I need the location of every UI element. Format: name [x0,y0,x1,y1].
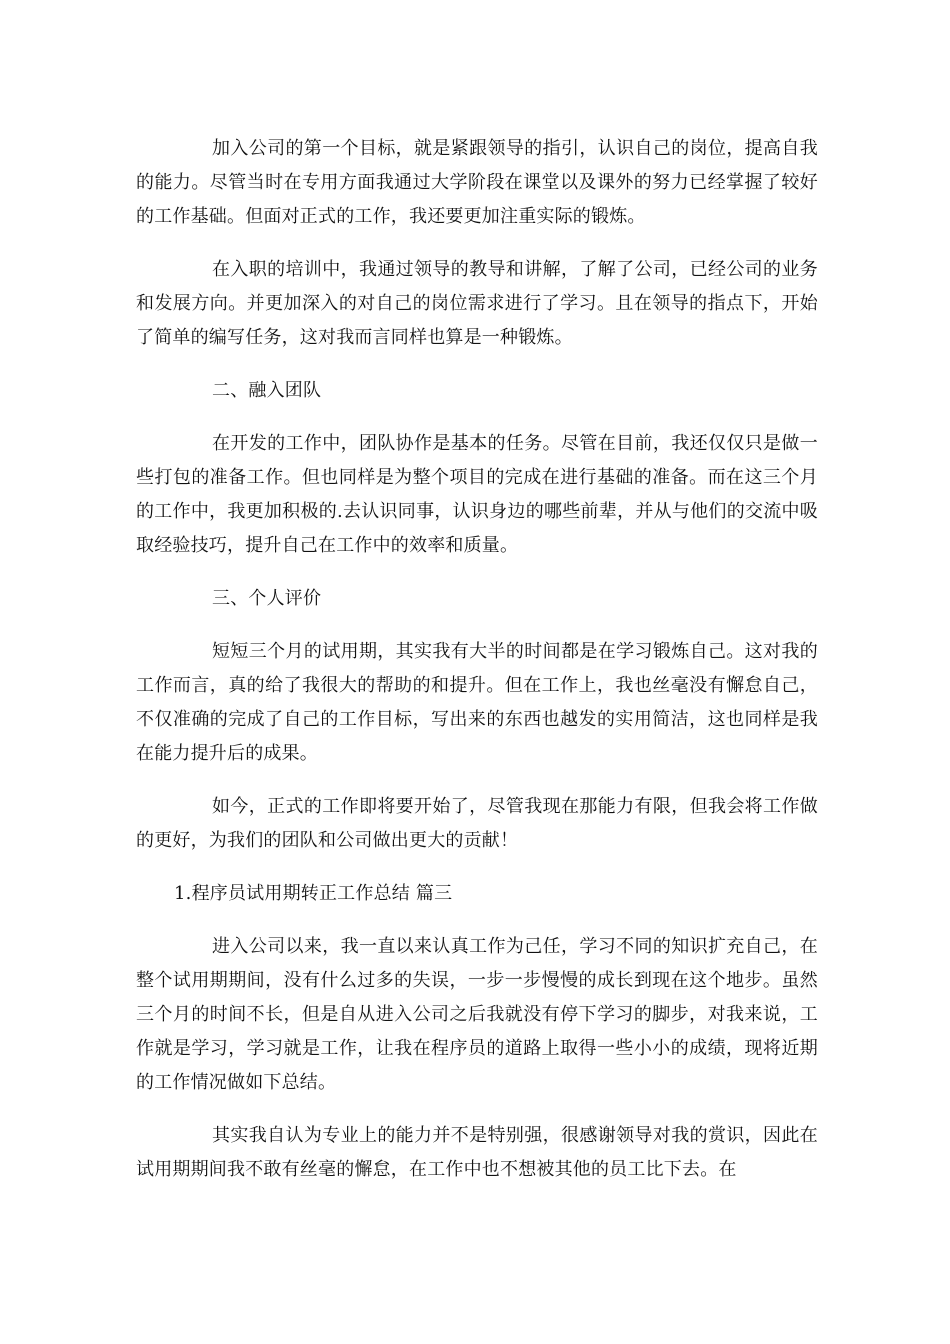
section-heading-self-evaluation: 三、个人评价 [212,588,322,609]
document-body [136,132,818,1206]
paragraph-first-goal: 加入公司的第一个目标，就是紧跟领导的指引，认识自己的岗位，提高自我的能力。尽管当时在专用方面我通过大学阶段在课堂以及课外的努力已经掌握了较好的工作基础。但面对正式的工作，我还要更加注重实际的锻炼。 [136,138,818,227]
article-title-part-three: 1.程序员试用期转正工作总结 篇三 [174,883,453,904]
paragraph-future-commitment: 如今，正式的工作即将要开始了，尽管我现在那能力有限，但我会将工作做的更好，为我们的团队和公司做出更大的贡献！ [136,796,818,851]
paragraph-teamwork: 在开发的工作中，团队协作是基本的任务。尽管在目前，我还仅仅只是做一些打包的准备工作。但也同样是为整个项目的完成在进行基础的准备。而在这三个月的工作中，我更加积极的.去认识同事，认识身边的哪些前辈，并从与他们的交流中吸取经验技巧，提升自己在工作中的效率和质量。 [136,433,818,556]
paragraph-probation-reflection: 短短三个月的试用期，其实我有大半的时间都是在学习锻炼自己。这对我的工作而言，真的给了我很大的帮助的和提升。但在工作上，我也丝毫没有懈怠自己，不仅准确的完成了自己的工作目标，写出来的东西也越发的实用简洁，这也同样是我在能力提升后的成果。 [136,641,818,764]
paragraph-professional-ability: 其实我自认为专业上的能力并不是特别强，很感谢领导对我的赏识，因此在试用期期间我不敢有丝毫的懈怠，在工作中也不想被其他的员工比下去。在 [136,1125,818,1180]
paragraph-since-joining: 进入公司以来，我一直以来认真工作为己任，学习不同的知识扩充自己，在整个试用期期间，没有什么过多的失误，一步一步慢慢的成长到现在这个地步。虽然三个月的时间不长，但是自从进入公司之后我就没有停下学习的脚步，对我来说，工作就是学习，学习就是工作，让我在程序员的道路上取得一些小小的成绩，现将近期的工作情况做如下总结。 [136,936,818,1093]
section-heading-team: 二、融入团队 [212,380,322,401]
paragraph-onboarding-training: 在入职的培训中，我通过领导的教导和讲解，了解了公司，已经公司的业务和发展方向。并更加深入的对自己的岗位需求进行了学习。且在领导的指点下，开始了简单的编写任务，这对我而言同样也算是一种锻炼。 [136,259,818,348]
